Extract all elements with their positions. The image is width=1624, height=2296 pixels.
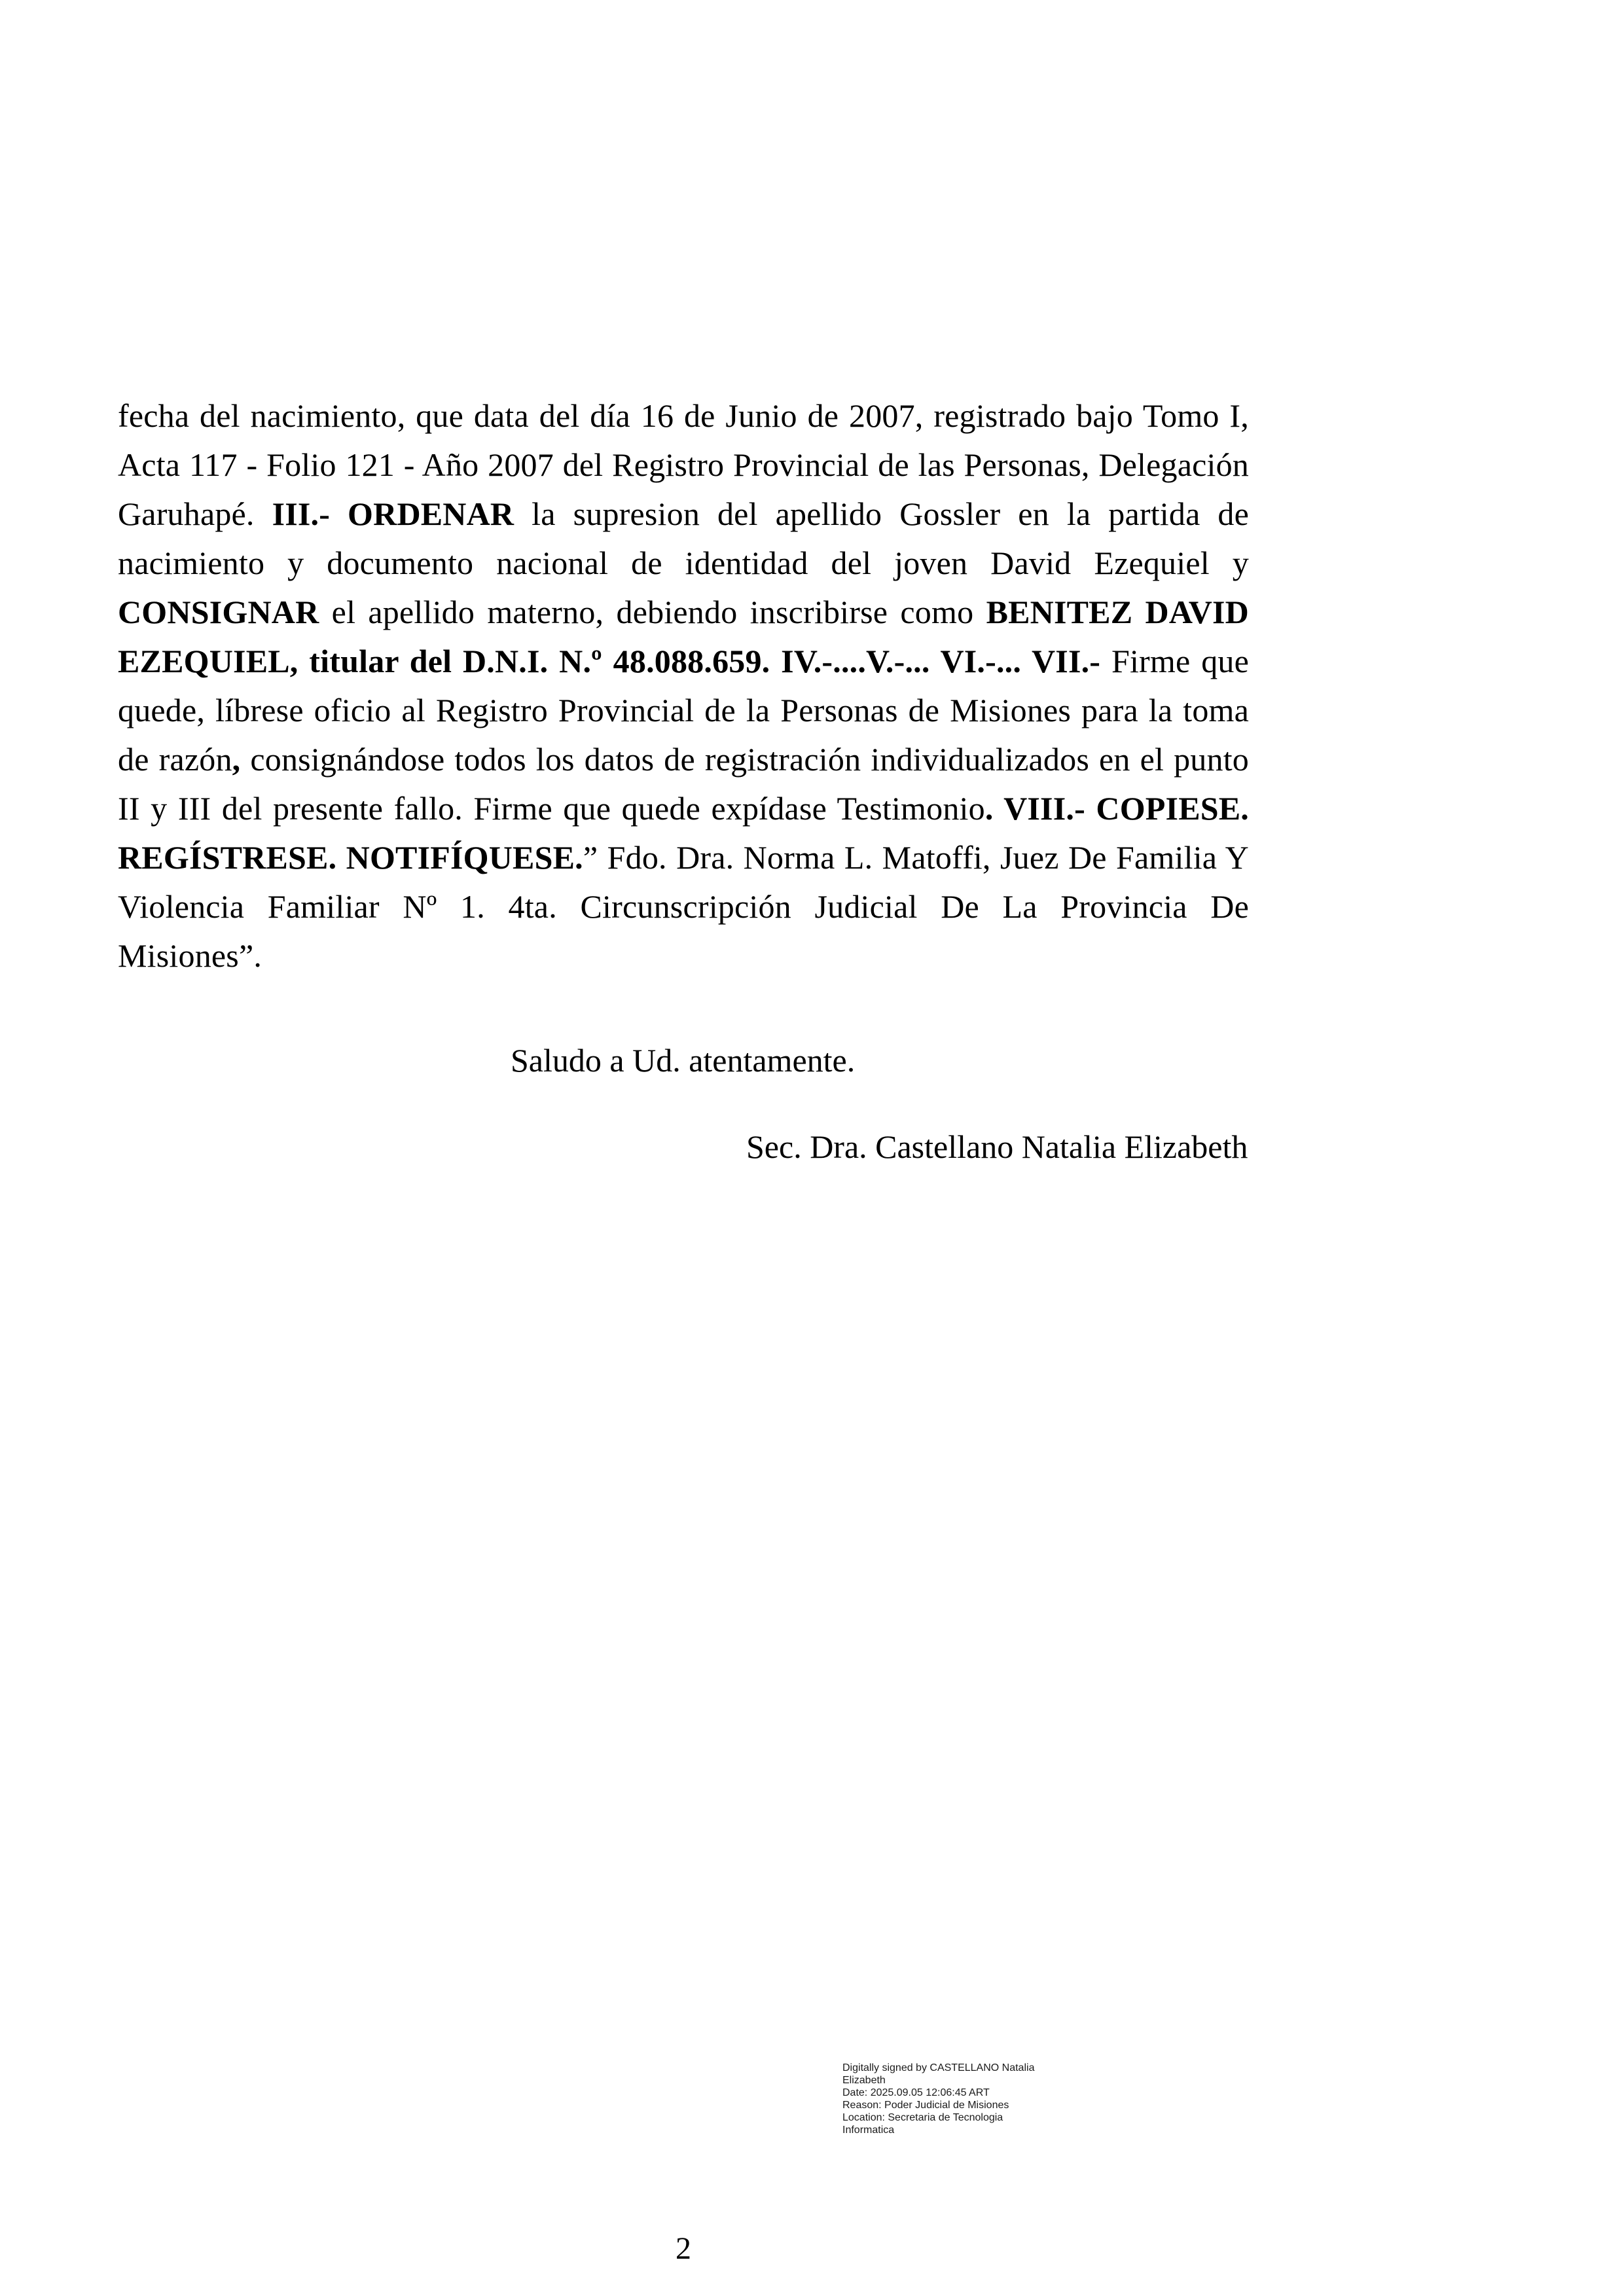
document-body <box>118 391 1249 1172</box>
page-number: 2 <box>676 2231 691 2266</box>
text-segment-bold: III.- ORDENAR <box>272 495 514 532</box>
signature-line: Location: Secretaria de Tecnologia <box>842 2112 1003 2123</box>
signature-line: Digitally signed by CASTELLANO Natalia <box>842 2062 1035 2073</box>
text-segment: fecha del nacimiento, que data del día 16 de Junio de 2007, registrado bajo Tomo I, Acta 117 - Folio 121 - Año 2007 del Registro Provincial de las Personas, Delegación Garuhapé. <box>118 397 1249 532</box>
secretary-signature-line: Sec. Dra. Castellano Natalia Elizabeth <box>746 1128 1248 1165</box>
signature-line: Elizabeth <box>842 2075 886 2086</box>
text-segment-bold: . VIII.- COPIESE. REGÍSTRESE. NOTIFÍQUESE. <box>118 790 1250 876</box>
text-segment: consignándose todos los datos de registración individualizados en el punto II y III del presente fallo. Firme que quede expídase Testimonio <box>118 741 1250 827</box>
text-segment: la supresion del apellido Gossler en la partida de nacimiento y documento nacional de identidad del joven David Ezequiel y <box>118 495 1249 581</box>
closing-salutation: Saludo a Ud. atentamente. <box>511 1042 856 1079</box>
digital-signature-stamp <box>842 2062 1065 2136</box>
text-segment-bold: , <box>232 741 241 778</box>
text-segment: ” Fdo. Dra. Norma L. Matoffi, Juez De Familia Y Violencia Familiar Nº 1. 4ta. Circunscripción Judicial De La Provincia De Misiones”. <box>118 839 1249 974</box>
ruling-paragraph <box>118 391 1249 980</box>
text-segment: el apellido materno, debiendo inscribirse como <box>319 594 986 630</box>
text-segment: Firme que quede, líbrese oficio al Registro Provincial de la Personas de Misiones para la toma de razón <box>118 643 1249 778</box>
signature-line: Reason: Poder Judicial de Misiones <box>842 2100 1009 2111</box>
signature-line: Informatica <box>842 2125 895 2136</box>
text-segment-bold: CONSIGNAR <box>118 594 319 630</box>
signature-line: Date: 2025.09.05 12:06:45 ART <box>842 2087 990 2098</box>
text-segment-bold: BENITEZ DAVID EZEQUIEL, titular del D.N.I. N.º 48.088.659. IV.-....V.-... VI.-... VII.- <box>118 594 1249 679</box>
